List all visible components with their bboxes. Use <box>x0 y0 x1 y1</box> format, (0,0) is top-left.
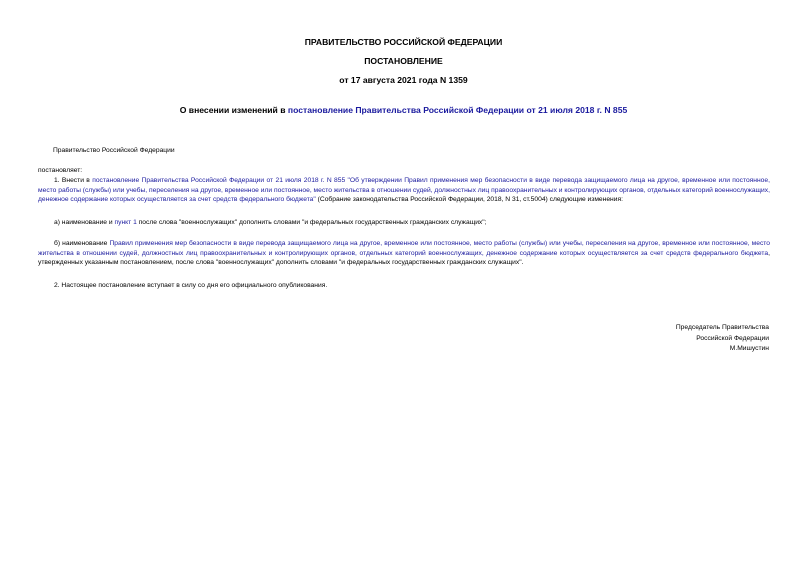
pa-suffix: после слова "военнослужащих" дополнить словами "и федеральных государственных гражданских служащих"; <box>136 219 487 226</box>
p1-link-decree[interactable]: постановление Правительства Российской Федерации от 21 июля 2018 г. N 855 <box>92 177 346 184</box>
p1-prefix: 1. Внести в <box>54 177 93 184</box>
document-title <box>0 105 807 115</box>
title-link[interactable]: постановление Правительства Российской Федерации от 21 июля 2018 г. N 855 <box>287 105 628 115</box>
paragraph-1 <box>38 176 770 205</box>
signature-name: М.Мишустин <box>729 345 769 353</box>
date-number: от 17 августа 2021 года N 1359 <box>339 75 468 85</box>
pa-link-item[interactable]: пункт 1 <box>114 219 137 226</box>
signature-block <box>676 323 769 355</box>
p1-suffix: (Собрание законодательства Российской Федерации, 2018, N 31, ст.5004) следующие изменения: <box>315 196 623 204</box>
pb-link-rules[interactable]: Правил применения мер безопасности в виде перевода защищаемого лица на другое, временное или постоянное, место работы (службы) или учебы, переселения на другое, временное или постоянное, место жительства в отношении судей, должностных лиц правоохранительных и контролирующих органов, отдельных категорий военнослужащих, денежное содержание которых осуществляется за счет средств федерального бюджета <box>38 240 771 257</box>
pb-prefix: б) наименование <box>54 240 110 247</box>
issuer-text: Правительство Российской Федерации <box>53 147 175 154</box>
pb-suffix: , утвержденных указанным постановлением, после слова "военнослужащих" дополнить словами "и федеральных государственных гражданских служащих". <box>38 249 770 267</box>
signature-org: Российской Федерации <box>696 334 769 342</box>
signature-position: Председатель Правительства <box>675 324 769 331</box>
paragraph-a <box>54 218 487 228</box>
title-prefix: О внесении изменений в <box>179 105 288 115</box>
document-type: ПОСТАНОВЛЕНИЕ <box>364 56 443 66</box>
government-heading: ПРАВИТЕЛЬСТВО РОССИЙСКОЙ ФЕДЕРАЦИИ <box>304 37 503 47</box>
paragraph-2: 2. Настоящее постановление вступает в силу со дня его официального опубликования. <box>54 282 328 289</box>
p1-link-title[interactable]: "Об утверждении Правил применения мер безопасности в виде перевода защищаемого лица на другое, временное или постоянное, место работы (службы) или учебы, переселения на другое, временное или постоянное, место жительства в отношении судей, должностных лиц правоохранительных и контролирующих органов, отдельных категорий военнослужащих, денежное содержание которых осуществляется за счет средств федерального бюджета" <box>38 177 770 204</box>
paragraph-b <box>38 239 770 268</box>
pa-prefix: а) наименование и <box>54 219 115 226</box>
decrees-text: постановляет: <box>38 167 83 174</box>
